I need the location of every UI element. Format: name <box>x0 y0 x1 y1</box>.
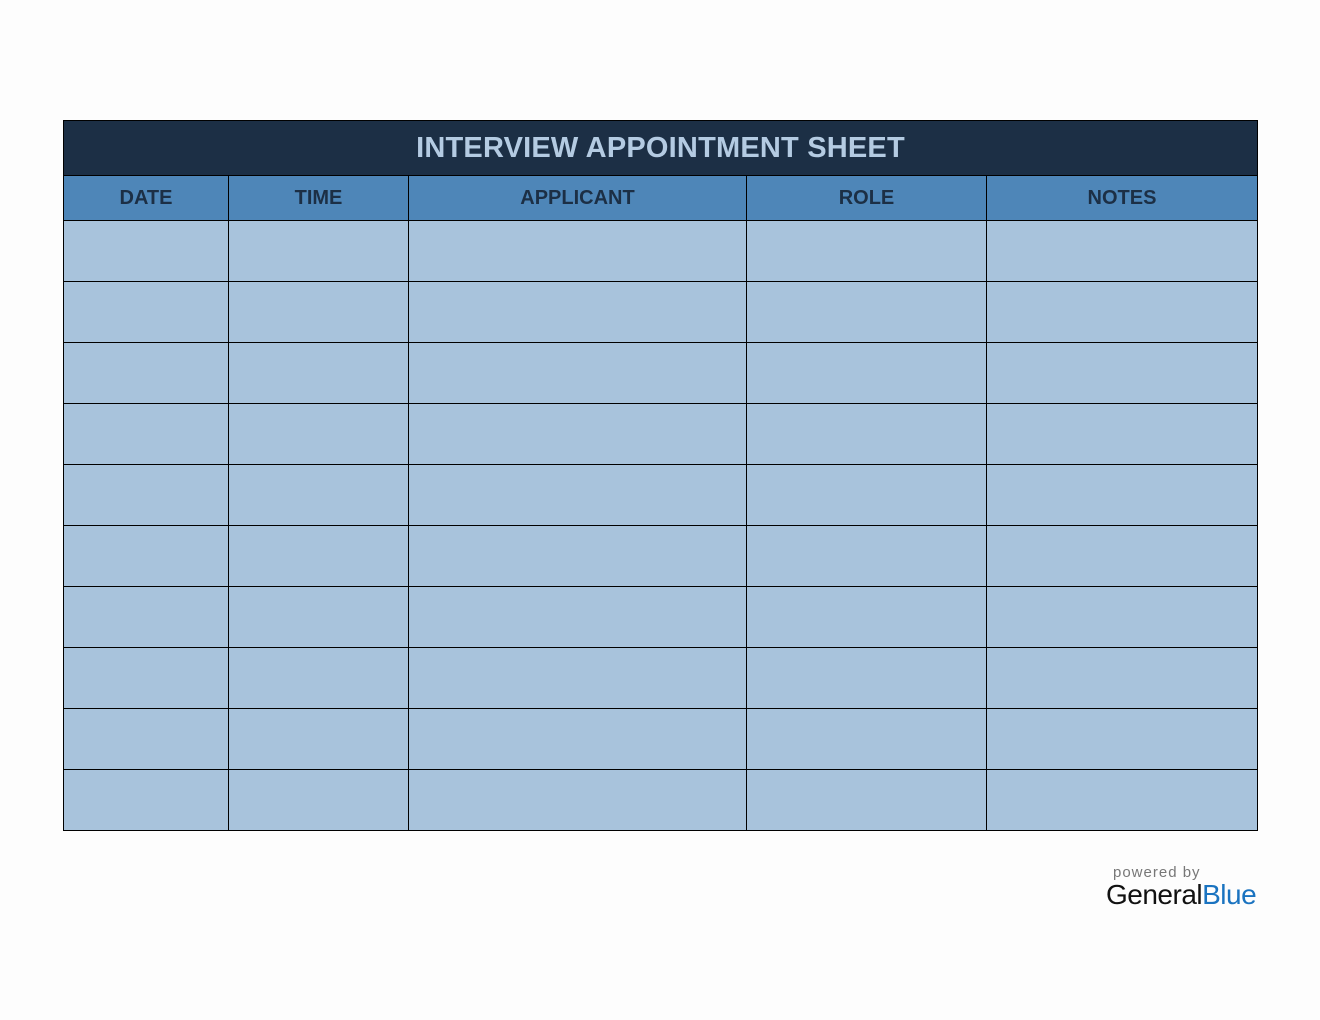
appointment-table <box>63 120 1258 831</box>
cell-notes[interactable] <box>987 343 1258 404</box>
cell-time[interactable] <box>229 343 409 404</box>
cell-role[interactable] <box>747 709 987 770</box>
cell-role[interactable] <box>747 526 987 587</box>
column-header-notes: NOTES <box>987 176 1258 221</box>
cell-role[interactable] <box>747 587 987 648</box>
cell-applicant[interactable] <box>409 282 747 343</box>
table-row <box>64 526 1258 587</box>
cell-applicant[interactable] <box>409 770 747 831</box>
powered-by-text: powered by <box>1113 864 1201 881</box>
cell-date[interactable] <box>64 770 229 831</box>
cell-date[interactable] <box>64 526 229 587</box>
cell-notes[interactable] <box>987 587 1258 648</box>
brand-general: General <box>1106 879 1203 910</box>
cell-applicant[interactable] <box>409 465 747 526</box>
cell-time[interactable] <box>229 709 409 770</box>
generalblue-logo <box>1106 864 1266 911</box>
cell-role[interactable] <box>747 404 987 465</box>
brand-name <box>1106 879 1266 911</box>
cell-role[interactable] <box>747 770 987 831</box>
cell-role[interactable] <box>747 465 987 526</box>
cell-date[interactable] <box>64 587 229 648</box>
cell-applicant[interactable] <box>409 526 747 587</box>
table-row <box>64 770 1258 831</box>
table-row <box>64 465 1258 526</box>
cell-role[interactable] <box>747 282 987 343</box>
header-row <box>64 176 1258 221</box>
table-row <box>64 221 1258 282</box>
cell-time[interactable] <box>229 587 409 648</box>
cell-time[interactable] <box>229 282 409 343</box>
table-row <box>64 648 1258 709</box>
cell-date[interactable] <box>64 282 229 343</box>
cell-date[interactable] <box>64 221 229 282</box>
column-header-role: ROLE <box>747 176 987 221</box>
table-row <box>64 343 1258 404</box>
cell-time[interactable] <box>229 221 409 282</box>
cell-applicant[interactable] <box>409 404 747 465</box>
cell-role[interactable] <box>747 343 987 404</box>
cell-time[interactable] <box>229 648 409 709</box>
table-row <box>64 404 1258 465</box>
sheet-title: INTERVIEW APPOINTMENT SHEET <box>64 121 1258 176</box>
cell-notes[interactable] <box>987 648 1258 709</box>
cell-notes[interactable] <box>987 465 1258 526</box>
table-row <box>64 587 1258 648</box>
cell-applicant[interactable] <box>409 221 747 282</box>
cell-notes[interactable] <box>987 282 1258 343</box>
table-row <box>64 282 1258 343</box>
cell-time[interactable] <box>229 404 409 465</box>
cell-notes[interactable] <box>987 221 1258 282</box>
cell-role[interactable] <box>747 221 987 282</box>
cell-notes[interactable] <box>987 770 1258 831</box>
cell-applicant[interactable] <box>409 709 747 770</box>
column-header-applicant: APPLICANT <box>409 176 747 221</box>
cell-notes[interactable] <box>987 709 1258 770</box>
cell-applicant[interactable] <box>409 648 747 709</box>
cell-date[interactable] <box>64 648 229 709</box>
cell-time[interactable] <box>229 526 409 587</box>
cell-role[interactable] <box>747 648 987 709</box>
cell-date[interactable] <box>64 465 229 526</box>
cell-applicant[interactable] <box>409 587 747 648</box>
column-header-time: TIME <box>229 176 409 221</box>
cell-time[interactable] <box>229 770 409 831</box>
cell-applicant[interactable] <box>409 343 747 404</box>
cell-date[interactable] <box>64 343 229 404</box>
cell-notes[interactable] <box>987 404 1258 465</box>
column-header-date: DATE <box>64 176 229 221</box>
table-row <box>64 709 1258 770</box>
cell-notes[interactable] <box>987 526 1258 587</box>
cell-date[interactable] <box>64 404 229 465</box>
cell-time[interactable] <box>229 465 409 526</box>
brand-blue: Blue <box>1202 879 1257 910</box>
cell-date[interactable] <box>64 709 229 770</box>
